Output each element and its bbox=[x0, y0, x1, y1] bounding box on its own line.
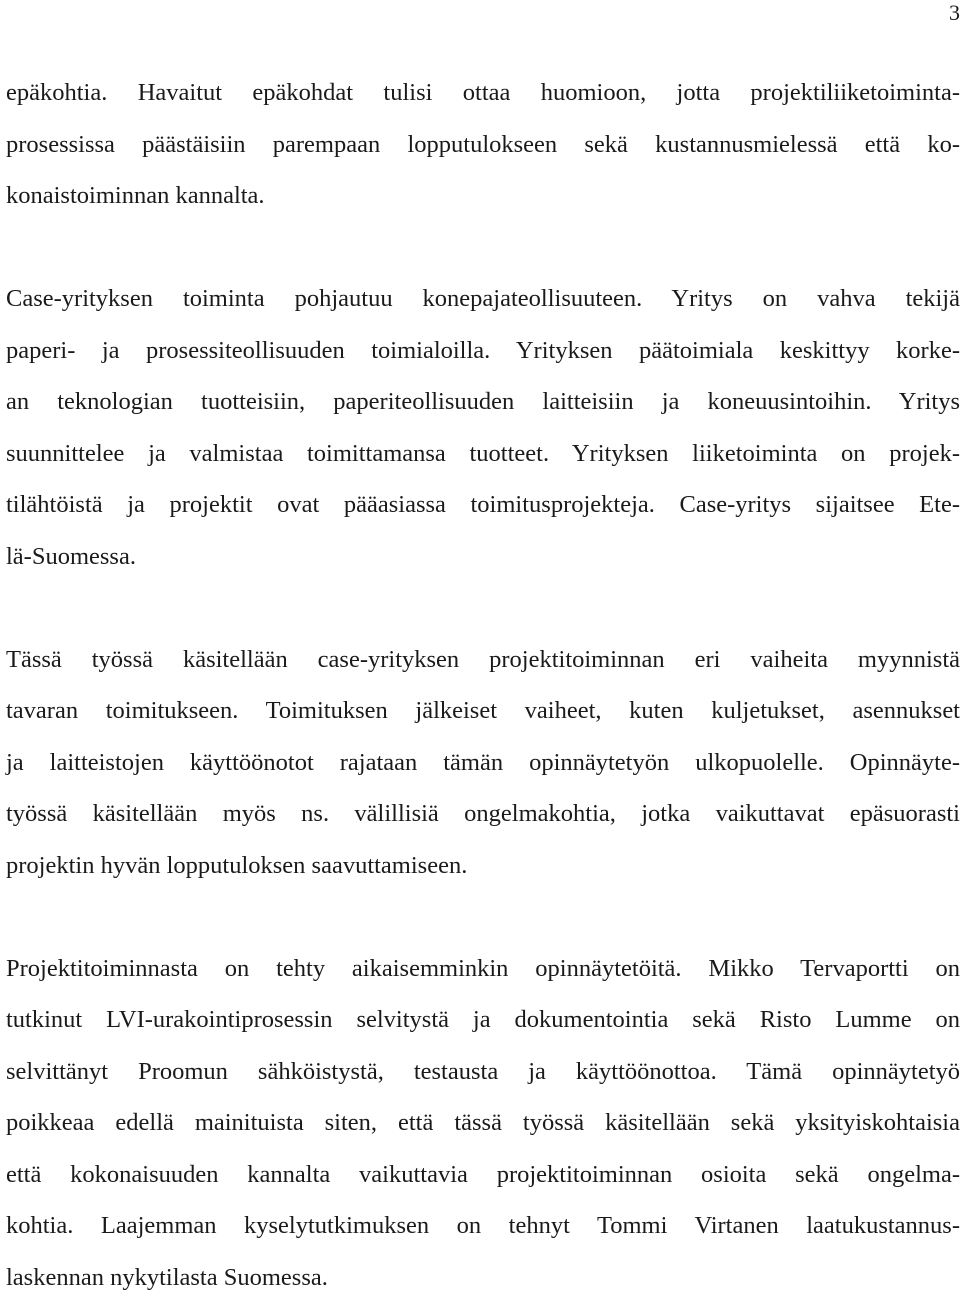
text-line: an teknologian tuotteisiin, paperiteollisuuden laitteisiin ja koneuusintoihin. Yritys bbox=[6, 388, 960, 415]
text-line: poikkeaa edellä mainituista siten, että tässä työssä käsitellään sekä yksityiskohtaisia bbox=[6, 1109, 960, 1136]
text-line: paperi- ja prosessiteollisuuden toimialoilla. Yrityksen päätoimiala keskittyy korke- bbox=[6, 336, 960, 364]
text-line: suunnittelee ja valmistaa toimittamansa tuotteet. Yrityksen liiketoiminta on projek- bbox=[6, 439, 960, 467]
text-line: Tässä työssä käsitellään case-yrityksen projektitoiminnan eri vaiheita myynnistä bbox=[6, 645, 960, 673]
paragraph-spacer bbox=[6, 235, 960, 287]
text-line: tutkinut LVI-urakointiprosessin selvitystä ja dokumentointia sekä Risto Lumme on bbox=[6, 1006, 960, 1033]
page-number: 3 bbox=[949, 0, 960, 25]
text-line: kohtia. Laajemman kyselytutkimuksen on tehnyt Tommi Virtanen laatukustannus- bbox=[6, 1212, 960, 1239]
text-line: prosessissa päästäisiin parempaan lopputulokseen sekä kustannusmielessä että ko- bbox=[6, 130, 960, 158]
paragraph-spacer bbox=[6, 904, 960, 956]
text-line: tilähtöistä ja projektit ovat pääasiassa toimitusprojekteja. Case-yritys sijaitsee Ete- bbox=[6, 491, 960, 518]
paragraph-spacer bbox=[6, 595, 960, 647]
text-line: ja laitteistojen käyttöönotot rajataan tämän opinnäytetyön ulkopuolelle. Opinnäyte- bbox=[6, 748, 960, 776]
text-line: selvittänyt Proomun sähköistystä, testausta ja käyttöönottoa. Tämä opinnäytetyö bbox=[6, 1057, 960, 1085]
text-line: työssä käsitellään myös ns. välillisiä ongelmakohtia, jotka vaikuttavat epäsuorasti bbox=[6, 800, 960, 827]
text-line: Projektitoiminnasta on tehty aikaisemminkin opinnäytetöitä. Mikko Tervaportti on bbox=[6, 954, 960, 982]
text-line: epäkohtia. Havaitut epäkohdat tulisi ottaa huomioon, jotta projektiliiketoiminta- bbox=[6, 79, 960, 106]
document-body bbox=[6, 80, 960, 1316]
text-line: lä-Suomessa. bbox=[6, 542, 136, 570]
text-line: konaistoiminnan kannalta. bbox=[6, 182, 265, 209]
text-line: projektin hyvän lopputuloksen saavuttamiseen. bbox=[6, 851, 468, 879]
text-line: että kokonaisuuden kannalta vaikuttavia projektitoiminnan osioita sekä ongelma- bbox=[6, 1160, 960, 1188]
text-line: tavaran toimitukseen. Toimituksen jälkeiset vaiheet, kuten kuljetukset, asennukset bbox=[6, 697, 960, 724]
text-line: Case-yrityksen toiminta pohjautuu konepajateollisuuteen. Yritys on vahva tekijä bbox=[6, 285, 960, 312]
text-line: laskennan nykytilasta Suomessa. bbox=[6, 1263, 328, 1291]
